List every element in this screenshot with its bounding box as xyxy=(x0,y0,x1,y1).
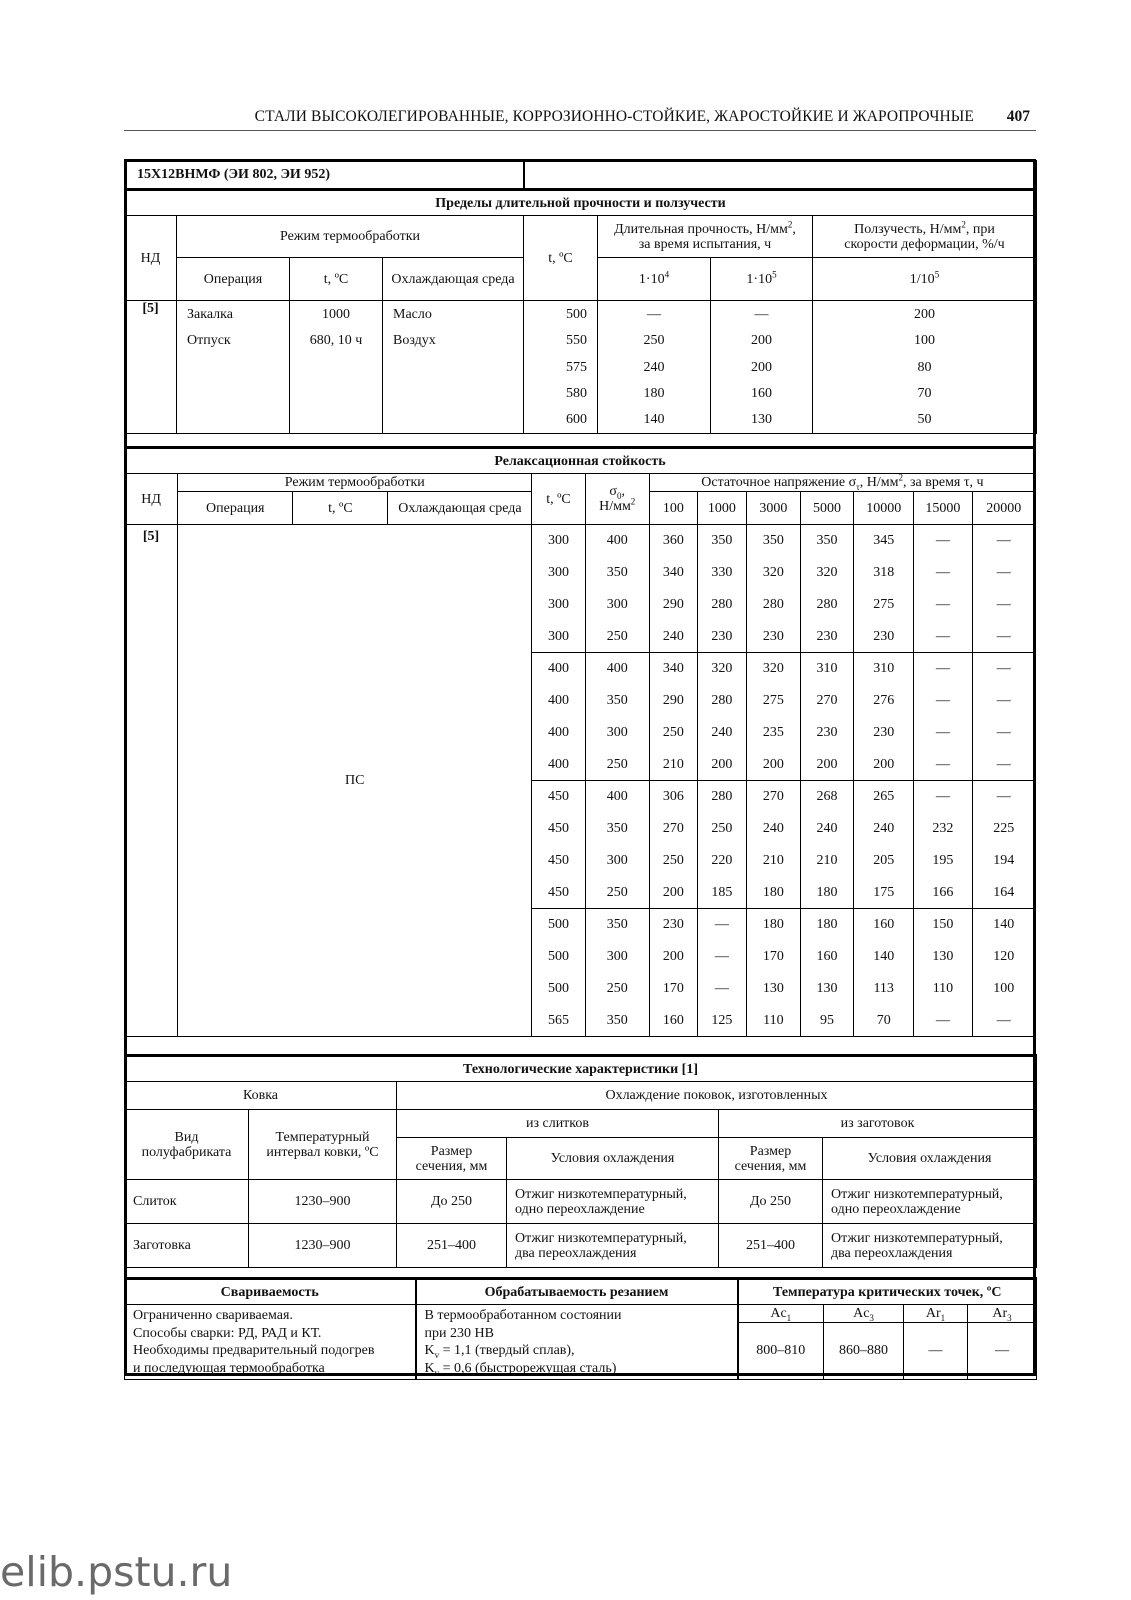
row-cond: Отжиг низкотемпературный, одно переохлаждение xyxy=(507,1180,719,1224)
table-cell: 306 xyxy=(649,781,697,813)
table-cell: 130 xyxy=(746,973,800,1005)
table-row-t: 600 xyxy=(524,407,598,434)
crit-ac3-head: $Ac_3$ xyxy=(824,1305,904,1323)
table-cell: 318 xyxy=(854,557,914,589)
crit-ar3: — xyxy=(968,1322,1037,1379)
col-size: Размер сечения, мм xyxy=(397,1138,507,1180)
table-cell: 110 xyxy=(746,1005,800,1037)
table-cell: — xyxy=(972,653,1035,685)
table-cell: 270 xyxy=(649,813,697,845)
table-cell: — xyxy=(914,717,972,749)
table-cell: 70 xyxy=(854,1005,914,1037)
table-row-t: 550 xyxy=(524,328,598,354)
relax-row-sigma0: 350 xyxy=(585,1005,649,1037)
table-cell: — xyxy=(972,781,1035,813)
col-t: t, ºС xyxy=(532,474,585,525)
op1: Закалка xyxy=(177,301,290,328)
table-cell: 310 xyxy=(800,653,853,685)
relax-row-sigma0: 300 xyxy=(585,717,649,749)
table-cell: 130 xyxy=(914,941,972,973)
table-cell: 320 xyxy=(746,557,800,589)
table-cell: — xyxy=(914,525,972,557)
table-cell: 200 xyxy=(854,749,914,781)
strength-table xyxy=(124,160,1037,434)
col-size: Размер сечения, мм xyxy=(719,1138,823,1180)
table-cell: 240 xyxy=(649,621,697,653)
table-cell: 290 xyxy=(649,685,697,717)
table-cell: 205 xyxy=(854,845,914,877)
col-sigma0: $\sigma_0$, $Н/мм^2$ xyxy=(585,474,649,525)
table-cell: 210 xyxy=(746,845,800,877)
nd-ref: [5] xyxy=(125,525,178,1037)
table-cell: 240 xyxy=(746,813,800,845)
table-cell: 195 xyxy=(914,845,972,877)
relax-row-sigma0: 400 xyxy=(585,781,649,813)
relax-row-sigma0: 300 xyxy=(585,941,649,973)
table-cell: 50 xyxy=(813,407,1037,434)
col-time: 20000 xyxy=(972,492,1035,525)
watermark: elib.pstu.ru xyxy=(0,1548,233,1596)
relax-row-t: 400 xyxy=(532,653,585,685)
col-time: 100 xyxy=(649,492,697,525)
table-cell: — xyxy=(972,589,1035,621)
crit-ac3: 860–880 xyxy=(824,1322,904,1379)
col-mode: Режим термообработки xyxy=(178,474,532,492)
table-cell: 240 xyxy=(800,813,853,845)
weld-text: Ограниченно свариваемая. Способы сварки: РД, РАД и КТ. Необходимы предварительный подогрев и последующая термообработка xyxy=(125,1305,416,1380)
crit-ar1-head: $Ar_1$ xyxy=(904,1305,968,1323)
row-cond: Отжиг низкотемпературный, два переохлаждения xyxy=(507,1224,719,1268)
relax-row-t: 400 xyxy=(532,685,585,717)
relax-row-t: 400 xyxy=(532,749,585,781)
table-cell: 240 xyxy=(697,717,746,749)
table-cell: 290 xyxy=(649,589,697,621)
relax-row-t: 500 xyxy=(532,973,585,1005)
row-cond: Отжиг низкотемпературный, два переохлаждения xyxy=(823,1224,1037,1268)
col-time: 5000 xyxy=(800,492,853,525)
table-cell: 100 xyxy=(972,973,1035,1005)
table-cell: 360 xyxy=(649,525,697,557)
table-cell: 320 xyxy=(697,653,746,685)
table-cell: — xyxy=(914,589,972,621)
relax-row-t: 565 xyxy=(532,1005,585,1037)
table-cell: 95 xyxy=(800,1005,853,1037)
table-cell: — xyxy=(711,301,813,328)
steel-grade: 15Х12ВНМФ (ЭИ 802, ЭИ 952) xyxy=(125,161,524,190)
nd-ref: [5] xyxy=(125,301,177,434)
op2: Отпуск xyxy=(177,328,290,354)
row-size: До 250 xyxy=(719,1180,823,1224)
table-cell: 170 xyxy=(746,941,800,973)
table-cell: — xyxy=(972,557,1035,589)
table-cell: 225 xyxy=(972,813,1035,845)
table-cell: 270 xyxy=(800,685,853,717)
col-operation: Операция xyxy=(178,492,293,525)
table-cell: — xyxy=(972,685,1035,717)
from-ingots: из слитков xyxy=(397,1110,719,1138)
relax-row-t: 300 xyxy=(532,525,585,557)
table-cell: 194 xyxy=(972,845,1035,877)
from-blanks: из заготовок xyxy=(719,1110,1037,1138)
relax-row-t: 450 xyxy=(532,813,585,845)
row-range: 1230–900 xyxy=(249,1180,397,1224)
op2-t: 680, 10 ч xyxy=(290,328,383,354)
relax-row-sigma0: 350 xyxy=(585,813,649,845)
table-cell: — xyxy=(697,941,746,973)
relaxation-table xyxy=(124,446,1036,1037)
table-cell: 230 xyxy=(649,909,697,941)
table-cell: 230 xyxy=(800,621,853,653)
table-cell: 350 xyxy=(746,525,800,557)
relax-row-sigma0: 250 xyxy=(585,973,649,1005)
table-cell: — xyxy=(972,717,1035,749)
table-cell: 180 xyxy=(800,877,853,909)
row-type: Заготовка xyxy=(125,1224,249,1268)
table-cell: 140 xyxy=(854,941,914,973)
table-row-t: 500 xyxy=(524,301,598,328)
table-cell: 230 xyxy=(854,717,914,749)
strength-section-title: Пределы длительной прочности и ползучести xyxy=(125,190,1037,216)
table-cell: 160 xyxy=(854,909,914,941)
table-cell: 160 xyxy=(800,941,853,973)
table-cell: 80 xyxy=(813,354,1037,381)
crit-ac1-head: $Ac_1$ xyxy=(738,1305,824,1323)
table-cell: — xyxy=(914,685,972,717)
table-cell: 166 xyxy=(914,877,972,909)
table-cell: 350 xyxy=(800,525,853,557)
relax-row-sigma0: 250 xyxy=(585,877,649,909)
page-number: 407 xyxy=(1006,108,1030,125)
table-cell: 280 xyxy=(800,589,853,621)
table-cell: — xyxy=(914,621,972,653)
table-cell: 130 xyxy=(800,973,853,1005)
table-cell: — xyxy=(972,749,1035,781)
table-cell: 280 xyxy=(697,589,746,621)
table-cell: 160 xyxy=(711,381,813,407)
col-creep: Ползучесть, $Н/мм^2$, при скорости деформации, %/ч xyxy=(813,216,1037,258)
table-cell: — xyxy=(914,653,972,685)
table-row-t: 580 xyxy=(524,381,598,407)
relax-row-sigma0: 250 xyxy=(585,621,649,653)
tech-table xyxy=(124,1054,1037,1268)
table-cell: 250 xyxy=(649,845,697,877)
relax-row-sigma0: 350 xyxy=(585,909,649,941)
relax-row-sigma0: 300 xyxy=(585,845,649,877)
table-cell: 230 xyxy=(697,621,746,653)
table-cell: 180 xyxy=(746,909,800,941)
col-cooling: Охлаждающая среда xyxy=(388,492,532,525)
table-cell: 200 xyxy=(711,328,813,354)
row-cond: Отжиг низкотемпературный, одно переохлаждение xyxy=(823,1180,1037,1224)
relax-row-t: 450 xyxy=(532,781,585,813)
col-mode: Режим термообработки xyxy=(177,216,524,258)
relax-row-t: 500 xyxy=(532,941,585,973)
relax-row-sigma0: 300 xyxy=(585,589,649,621)
mode-ps: ПС xyxy=(178,525,532,1037)
table-cell: 125 xyxy=(697,1005,746,1037)
col-1e5: $1\cdot 10^5$ xyxy=(711,258,813,301)
table-cell: 230 xyxy=(800,717,853,749)
col-residual: Остаточное напряжение $\sigma_\tau$, $Н/мм^2$, за время τ, ч xyxy=(649,474,1035,492)
table-cell: — xyxy=(914,749,972,781)
table-cell: — xyxy=(972,525,1035,557)
col-time: 3000 xyxy=(746,492,800,525)
table-cell: 250 xyxy=(697,813,746,845)
relax-row-t: 450 xyxy=(532,845,585,877)
table-cell: 235 xyxy=(746,717,800,749)
table-cell: 275 xyxy=(854,589,914,621)
col-t-op: t, ºС xyxy=(290,258,383,301)
relax-row-sigma0: 250 xyxy=(585,749,649,781)
table-cell: 164 xyxy=(972,877,1035,909)
table-cell: 185 xyxy=(697,877,746,909)
running-title: СТАЛИ ВЫСОКОЛЕГИРОВАННЫЕ, КОРРОЗИОННО-СТОЙКИЕ, ЖАРОСТОЙКИЕ И ЖАРОПРОЧНЫЕ xyxy=(254,108,974,125)
table-cell: 240 xyxy=(854,813,914,845)
table-cell: 110 xyxy=(914,973,972,1005)
col-type: Вид полуфабриката xyxy=(125,1110,249,1180)
table-cell: 268 xyxy=(800,781,853,813)
table-cell: 320 xyxy=(800,557,853,589)
table-cell: — xyxy=(914,557,972,589)
table-row-t: 575 xyxy=(524,354,598,381)
table-cell: 250 xyxy=(598,328,711,354)
table-cell: 210 xyxy=(649,749,697,781)
row-type: Слиток xyxy=(125,1180,249,1224)
row-size: До 250 xyxy=(397,1180,507,1224)
table-cell: 200 xyxy=(800,749,853,781)
table-cell: 210 xyxy=(800,845,853,877)
row-range: 1230–900 xyxy=(249,1224,397,1268)
table-cell: 200 xyxy=(813,301,1037,328)
relax-row-sigma0: 350 xyxy=(585,685,649,717)
col-nd: НД xyxy=(125,474,178,525)
table-cell: 230 xyxy=(746,621,800,653)
table-cell: 100 xyxy=(813,328,1037,354)
table-cell: — xyxy=(598,301,711,328)
col-cond: Условия охлаждения xyxy=(823,1138,1037,1180)
relax-row-sigma0: 350 xyxy=(585,557,649,589)
table-cell: 200 xyxy=(711,354,813,381)
table-cell: 250 xyxy=(649,717,697,749)
forging-title: Ковка xyxy=(125,1082,397,1110)
crit-ar3-head: $Ar_3$ xyxy=(968,1305,1037,1323)
col-1e4: $1\cdot 10^4$ xyxy=(598,258,711,301)
table-cell: 340 xyxy=(649,653,697,685)
relax-row-t: 300 xyxy=(532,621,585,653)
relax-row-sigma0: 400 xyxy=(585,525,649,557)
mach-title: Обрабатываемость резанием xyxy=(416,1279,738,1305)
table-cell: — xyxy=(914,1005,972,1037)
mach-text: В термообработанном состоянии при 230 НВ $K_v = 1,1$ (твердый сплав), $K_v = 0,6$ (быстрорежущая сталь) xyxy=(416,1305,738,1380)
relax-row-t: 500 xyxy=(532,909,585,941)
table-cell: 232 xyxy=(914,813,972,845)
table-cell: 180 xyxy=(598,381,711,407)
table-cell: 180 xyxy=(800,909,853,941)
row-size: 251–400 xyxy=(397,1224,507,1268)
col-range: Температурный интервал ковки, ºС xyxy=(249,1110,397,1180)
table-cell: 320 xyxy=(746,653,800,685)
op2-cool: Воздух xyxy=(383,328,524,354)
col-cooling: Охлаждающая среда xyxy=(383,258,524,301)
weld-title: Свариваемость xyxy=(125,1279,416,1305)
table-cell: — xyxy=(972,621,1035,653)
table-cell: — xyxy=(697,909,746,941)
table-cell: 120 xyxy=(972,941,1035,973)
table-cell: 270 xyxy=(746,781,800,813)
table-cell: 280 xyxy=(697,685,746,717)
col-time: 10000 xyxy=(854,492,914,525)
table-cell: — xyxy=(914,781,972,813)
table-cell: 280 xyxy=(746,589,800,621)
page-header xyxy=(124,104,1036,131)
table-cell: 230 xyxy=(854,621,914,653)
table-cell: 240 xyxy=(598,354,711,381)
op1-t: 1000 xyxy=(290,301,383,328)
table-cell: 280 xyxy=(697,781,746,813)
table-cell: 220 xyxy=(697,845,746,877)
relax-section-title: Релаксационная стойкость xyxy=(125,448,1036,474)
col-t-test: t, ºС xyxy=(524,216,598,301)
table-cell: 140 xyxy=(972,909,1035,941)
table-cell: 345 xyxy=(854,525,914,557)
table-cell: 140 xyxy=(598,407,711,434)
table-cell: 175 xyxy=(854,877,914,909)
table-cell: 150 xyxy=(914,909,972,941)
bottom-table xyxy=(124,1277,1037,1380)
relax-row-t: 400 xyxy=(532,717,585,749)
col-t-op: t, ºС xyxy=(293,492,388,525)
cooling-title: Охлаждение поковок, изготовленных xyxy=(397,1082,1037,1110)
row-size: 251–400 xyxy=(719,1224,823,1268)
col-long-strength: Длительная прочность, $Н/мм^2$, за время испытания, ч xyxy=(598,216,813,258)
table-cell: 330 xyxy=(697,557,746,589)
tech-section-title: Технологические характеристики [1] xyxy=(125,1056,1037,1082)
table-cell: 340 xyxy=(649,557,697,589)
table-cell: 200 xyxy=(649,941,697,973)
table-cell: 310 xyxy=(854,653,914,685)
table-cell: — xyxy=(697,973,746,1005)
relax-row-t: 450 xyxy=(532,877,585,909)
op1-cool: Масло xyxy=(383,301,524,328)
table-cell: 265 xyxy=(854,781,914,813)
col-cond: Условия охлаждения xyxy=(507,1138,719,1180)
table-cell: 160 xyxy=(649,1005,697,1037)
relax-row-sigma0: 400 xyxy=(585,653,649,685)
relax-row-t: 300 xyxy=(532,589,585,621)
relax-row-t: 300 xyxy=(532,557,585,589)
table-cell: — xyxy=(972,1005,1035,1037)
col-operation: Операция xyxy=(177,258,290,301)
table-cell: 70 xyxy=(813,381,1037,407)
table-cell: 113 xyxy=(854,973,914,1005)
table-cell: 200 xyxy=(697,749,746,781)
col-creep-rate: $1/10^5$ xyxy=(813,258,1037,301)
col-time: 1000 xyxy=(697,492,746,525)
crit-ac1: 800–810 xyxy=(738,1322,824,1379)
crit-title: Температура критических точек, ºС xyxy=(738,1279,1037,1305)
table-cell: 275 xyxy=(746,685,800,717)
col-nd: НД xyxy=(125,216,177,301)
table-cell: 170 xyxy=(649,973,697,1005)
col-time: 15000 xyxy=(914,492,972,525)
table-cell: 130 xyxy=(711,407,813,434)
table-cell: 200 xyxy=(649,877,697,909)
table-cell: 200 xyxy=(746,749,800,781)
table-cell: 276 xyxy=(854,685,914,717)
table-cell: 350 xyxy=(697,525,746,557)
crit-ar1: — xyxy=(904,1322,968,1379)
table-cell: 180 xyxy=(746,877,800,909)
